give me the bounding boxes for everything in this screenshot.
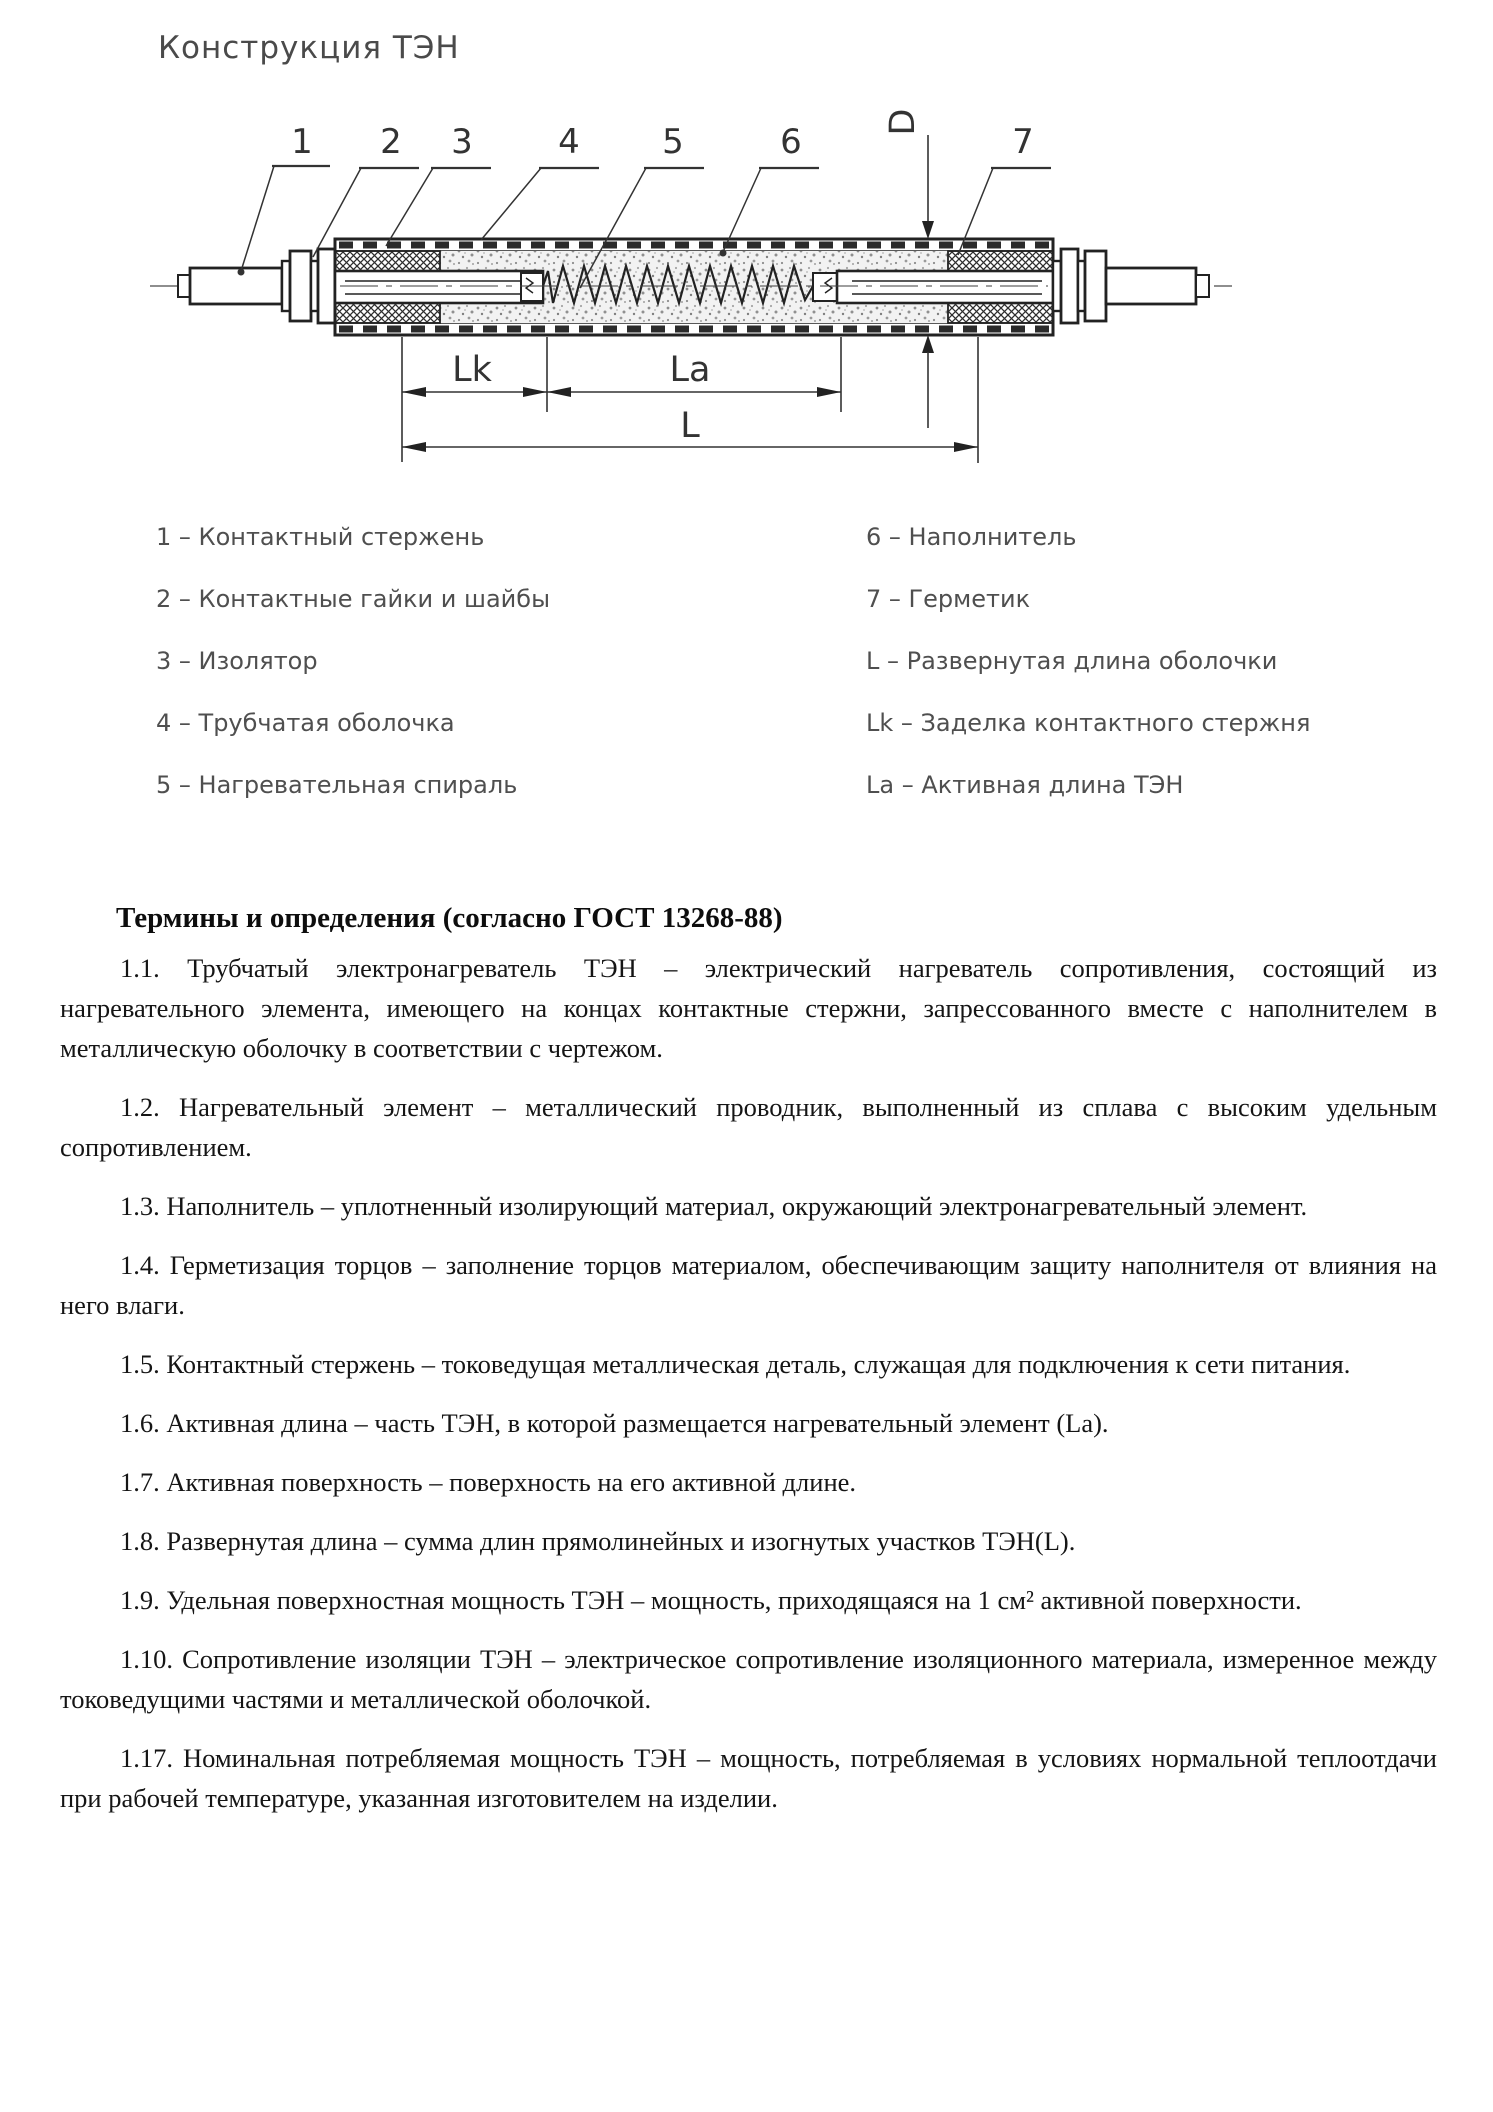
svg-text:D: D — [883, 108, 923, 136]
legend-item: 2 – Контактные гайки и шайбы — [156, 585, 551, 613]
term-paragraph-1-1: 1.1. Трубчатый электронагреватель ТЭН – электрический нагреватель сопротивления, состоящий из нагревательного элемента, имеющего на концах контактные стержни, запрессованного вместе с наполнителем в металлическую оболочку в соответствии с чертежом. — [60, 953, 1437, 1063]
term-paragraph-1-5: 1.5. Контактный стержень – токоведущая металлическая деталь, служащая для подключения к сети питания. — [120, 1349, 1351, 1379]
term-paragraph-1-2: 1.2. Нагревательный элемент – металлический проводник, выполненный из сплава с высоким удельным сопротивлением. — [60, 1092, 1437, 1162]
legend-item: 1 – Контактный стержень — [156, 523, 485, 551]
svg-text:Lk: Lk — [452, 350, 492, 390]
term-paragraph-1-6: 1.6. Активная длина – часть ТЭН, в которой размещается нагревательный элемент (La). — [120, 1408, 1109, 1438]
legend-item: Lk – Заделка контактного стержня — [866, 709, 1311, 737]
term-paragraph-1-9: 1.9. Удельная поверхностная мощность ТЭН – мощность, приходящаяся на 1 см² активной поверхности. — [120, 1585, 1302, 1615]
svg-text:3: 3 — [451, 122, 473, 162]
contact-nuts-left — [282, 249, 335, 323]
svg-text:La: La — [669, 350, 711, 390]
dimension-l — [402, 406, 978, 452]
callout-6 — [720, 122, 820, 257]
svg-text:L: L — [680, 406, 700, 446]
svg-text:4: 4 — [558, 122, 580, 162]
svg-text:2: 2 — [380, 122, 402, 162]
contact-rod-right — [1106, 268, 1209, 304]
legend-item: 6 – Наполнитель — [866, 523, 1077, 551]
legend-item: 7 – Герметик — [866, 585, 1031, 613]
term-paragraph-1-3: 1.3. Наполнитель – уплотненный изолирующий материал, окружающий электронагревательный элемент. — [120, 1191, 1308, 1221]
legend-item: L – Развернутая длина оболочки — [866, 647, 1278, 675]
callout-4 — [481, 122, 599, 240]
ten-construction-diagram — [0, 0, 1493, 580]
term-paragraph-1-4: 1.4. Герметизация торцов – заполнение торцов материалом, обеспечивающим защиту наполнителя от влияния на него влаги. — [60, 1250, 1437, 1320]
legend-item: 5 – Нагревательная спираль — [156, 771, 518, 799]
svg-text:1: 1 — [291, 122, 313, 162]
figure-title: Конструкция ТЭН — [158, 30, 460, 66]
dimension-lines — [402, 337, 978, 463]
sleeve-left — [335, 271, 543, 303]
callout-7 — [958, 122, 1051, 255]
contact-rod-left — [178, 268, 282, 304]
terms-section — [60, 898, 1437, 1837]
svg-text:5: 5 — [662, 122, 684, 162]
legend-right-column — [866, 524, 1466, 834]
svg-text:7: 7 — [1012, 122, 1034, 162]
legend-item: 4 – Трубчатая оболочка — [156, 709, 455, 737]
legend-item: La – Активная длина ТЭН — [866, 771, 1184, 799]
callout-2 — [313, 122, 419, 257]
term-paragraph-1-7: 1.7. Активная поверхность – поверхность на его активной длине. — [120, 1467, 857, 1497]
term-paragraph-1-8: 1.8. Развернутая длина – сумма длин прямолинейных и изогнутых участков ТЭН(L). — [120, 1526, 1076, 1556]
terms-heading: Термины и определения (согласно ГОСТ 13268-88) — [116, 902, 783, 934]
svg-text:6: 6 — [780, 122, 802, 162]
legend-item: 3 – Изолятор — [156, 647, 318, 675]
term-paragraph-1-17: 1.17. Номинальная потребляемая мощность ТЭН – мощность, потребляемая в условиях нормальной теплоотдачи при рабочей температуре, указанная изготовителем на изделии. — [60, 1743, 1437, 1813]
sleeve-right — [813, 271, 1053, 303]
dimension-lk — [402, 350, 547, 397]
dimension-la — [547, 350, 841, 397]
legend-left-column — [156, 524, 716, 834]
term-paragraph-1-10: 1.10. Сопротивление изоляции ТЭН – электрическое сопротивление изоляционного материала, измеренное между токоведущими частями и металлической оболочкой. — [60, 1644, 1437, 1714]
contact-nuts-right — [1053, 249, 1106, 323]
